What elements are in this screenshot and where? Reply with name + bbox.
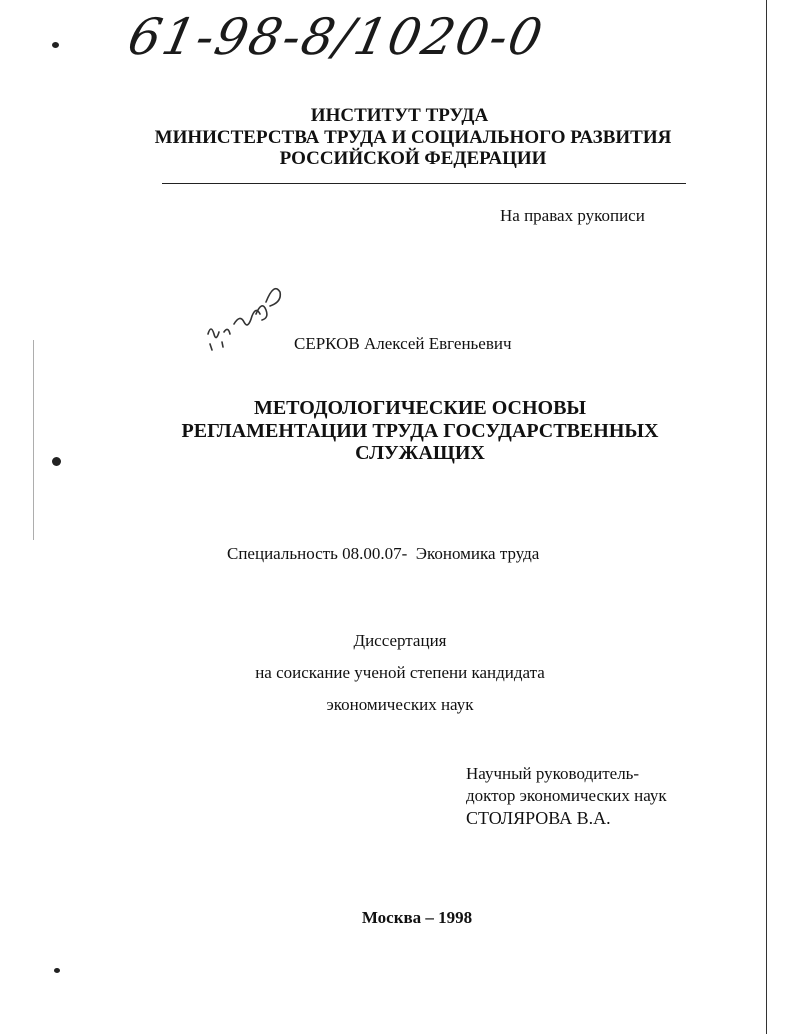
header-divider: [162, 183, 686, 184]
supervisor-degree: доктор экономических наук: [466, 786, 667, 805]
dissertation-title-line: МЕТОДОЛОГИЧЕСКИЕ ОСНОВЫ: [253, 397, 587, 419]
specialty: Специальность 08.00.07- Экономика труда: [227, 544, 540, 563]
ministry-name: МИНИСТЕРСТВА ТРУДА И СОЦИАЛЬНОГО РАЗВИТИЯ: [154, 127, 672, 148]
archive-number: 61-98-8/1020-0: [123, 8, 550, 66]
supervisor-name: СТОЛЯРОВА В.А.: [466, 808, 611, 828]
federation-name: РОССИЙСКОЙ ФЕДЕРАЦИИ: [279, 148, 547, 169]
dissertation-title-line: СЛУЖАЩИХ: [355, 442, 485, 464]
signature-mark: [196, 282, 296, 372]
city-year: Москва – 1998: [361, 908, 473, 927]
scan-mark: [52, 42, 59, 48]
scan-mark: [54, 968, 60, 973]
dissertation-title-line: РЕГЛАМЕНТАЦИИ ТРУДА ГОСУДАРСТВЕННЫХ: [181, 420, 659, 442]
degree-field: экономических наук: [326, 695, 474, 714]
supervisor-role: Научный руководитель-: [466, 764, 640, 783]
institute-name: ИНСТИТУТ ТРУДА: [310, 105, 489, 126]
supervisor-block: [466, 763, 667, 829]
author-name: СЕРКОВ Алексей Евгеньевич: [294, 334, 512, 353]
manuscript-rights: На правах рукописи: [500, 206, 645, 225]
document-type: Диссертация: [353, 631, 447, 650]
degree-line: на соискание ученой степени кандидата: [255, 663, 545, 682]
